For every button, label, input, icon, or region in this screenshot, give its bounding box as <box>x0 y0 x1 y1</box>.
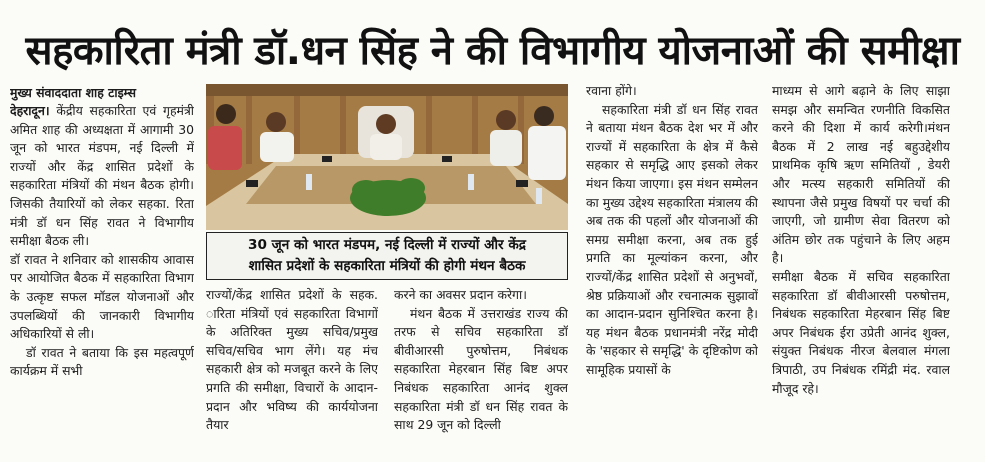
headline: सहकारिता मंत्री डॉ.धन सिंह ने की विभागीय योजनाओं की समीक्षा <box>25 28 960 74</box>
meeting-photo <box>206 84 568 230</box>
photo-caption-line-2: शासित प्रदेशों के सहकारिता मंत्रियों की होगी मंथन बैठक <box>248 258 526 274</box>
col4-para-2: सहकारिता मंत्री डॉ धन सिंह रावत ने बताया मंथन बैठक देश भर में और राज्यों में सहकारिता के क्षेत्र में कैसे सहकार से समृद्धि आए इसको लेकर मंथन किया जाएगा। इस मंथन सम्मेलन का मुख्य उद्देश्य सहकारिता मंत्रालय की अब तक की पहलों और योजनाओं की समग्र समीक्षा करना, अब तक हुई प्रगति का मूल्यांकन करना, और राज्यों/केंद्र शासित प्रदेशों से अनुभवों, श्रेष्ठ प्रक्रियाओं और रचनात्मक सुझावों का आदान-प्रदान सुनिश्चित करना है। यह मंथन बैठक प्रधानमंत्री नरेंद्र मोदी के 'सहकार से समृद्धि' के दृष्टिकोण को सामूहिक प्रयासों के <box>586 101 758 377</box>
dateline: देहरादून। <box>10 103 50 118</box>
col1-para-3: डॉ रावत ने बताया कि इस महत्वपूर्ण कार्यक्रम में सभी <box>10 344 194 379</box>
article-column-5 <box>772 82 950 442</box>
photo-caption-line-1: 30 जून को भारत मंडपम, नई दिल्ली में राज्यों और केंद्र <box>248 237 526 253</box>
article-column-4 <box>586 82 758 442</box>
photo-caption <box>206 232 568 280</box>
article-column-2 <box>206 286 378 436</box>
byline: मुख्य संवाददाता शाह टाइम्स <box>10 85 137 100</box>
col3-para-2: मंथन बैठक में उत्तराखंड राज्य की तरफ से सचिव सहकारिता डॉ बीवीआरसी पुरुषोत्तम, निबंधक सहकारिता मेहरबान सिंह बिष्ट अपर निबंधक सहकारिता आनंद शुक्ल सहकारिता मंत्री डॉ धन सिंह रावत के साथ 29 जून को दिल्ली <box>394 305 568 433</box>
article-column-3 <box>394 286 568 436</box>
article-column-1 <box>10 84 194 434</box>
col1-para-1: देहरादून। केंद्रीय सहकारिता एवं गृहमंत्री अमित शाह की अध्यक्षता में आगामी 30 जून को भारत मंडपम, नई दिल्ली में राज्यों और केंद्र शासित प्रदेशों के सहकारिता मंत्रियों की मंथन बैठक होगी। जिसकी तैयारियों को लेकर सहका. रिता मंत्री डॉ धन सिंह रावत ने विभागीय समीक्षा बैठक ली। <box>10 103 194 249</box>
bottom-page-strip <box>0 448 985 462</box>
col3-para-1: करने का अवसर प्रदान करेगा। <box>394 287 527 302</box>
col5-para-2: समीक्षा बैठक में सचिव सहकारिता सहकारिता डॉ बीवीआरसी परुषोत्तम, निबंधक सहकारिता मेहरबान सिंह बिष्ट अपर निबंधक ईरा उप्रेती आनंद शुक्ल, संयुक्त निबंधक नीरज बेलवाल मंगला त्रिपाठी, उप निबंधक रमिंद्री मंद. रवाल मौजूद रहे। <box>772 268 950 396</box>
col2-para-1: राज्यों/केंद्र शासित प्रदेशों के सहक. ारिता मंत्रियों एवं सहकारिता विभागों के अतिरिक्त मुख्य सचिव/प्रमुख सचिव/सचिव भाग लेंगे। यह मंच सहकारी क्षेत्र को मजबूत करने के लिए प्रगति की समीक्षा, विचारों के आदान-प्रदान और भविष्य की कार्ययोजना तैयार <box>206 287 378 433</box>
col4-para-1: रवाना होंगे। <box>586 83 637 98</box>
top-page-strip <box>0 0 985 8</box>
col5-para-1: माध्यम से आगे बढ़ाने के लिए साझा समझ और समन्वित रणनीति विकसित करने की दिशा में कार्य करेगी।मंथन बैठक में 2 लाख नई बहुउद्देशीय प्राथमिक कृषि ऋण समितियों , डेयरी और मत्स्य सहकारी समितियों की स्थापना जैसे प्रमुख विषयों पर चर्चा की जाएगी, जो ग्रामीण सेवा वितरण को अंतिम छोर तक पहुंचाने के लिए अहम है। <box>772 83 950 266</box>
col1-para-2: डॉ रावत ने शनिवार को शासकीय आवास पर आयोजित बैठक में सहकारिता विभाग के उत्कृष्ट सफल मॉडल योजनाओं और उपलब्धियों की जानकारी विभागीय अधिकारियों से ली। <box>10 251 194 342</box>
